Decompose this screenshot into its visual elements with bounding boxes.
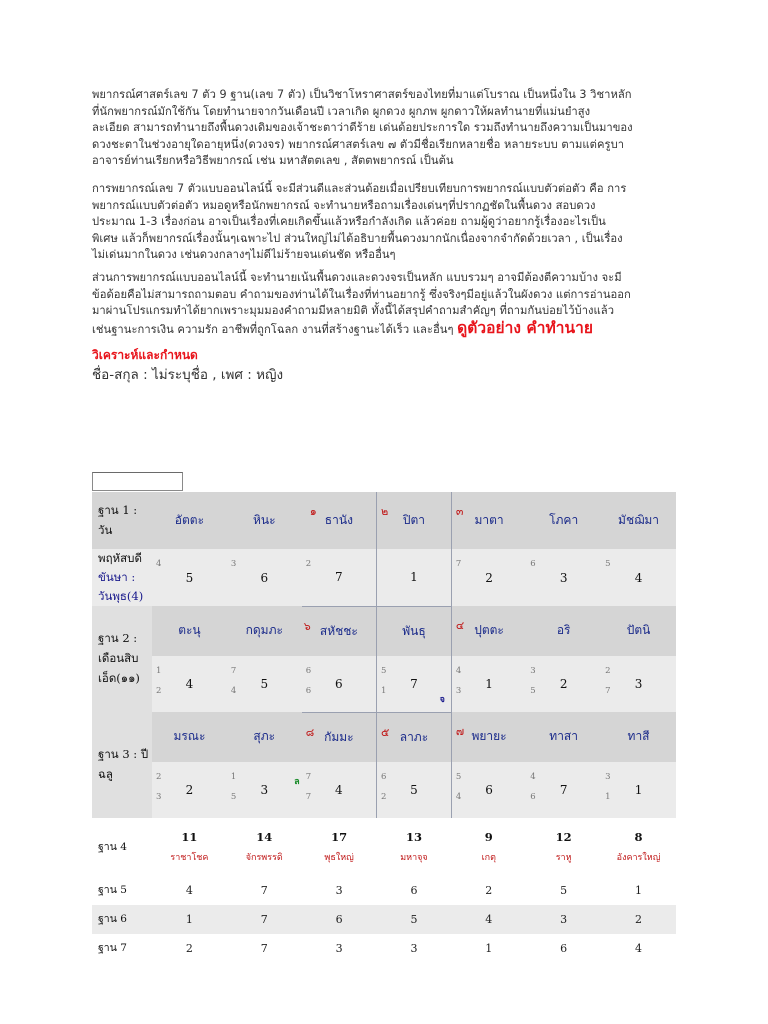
base3-house-row [92, 712, 676, 762]
small-number-bottom: 5 [230, 791, 237, 802]
house-cell [601, 492, 676, 549]
house-mark: ๓ [455, 505, 464, 518]
number-cell [451, 549, 526, 606]
planet-number: 9 [484, 829, 493, 844]
number-cell [377, 656, 452, 713]
value-cell: 1 [451, 934, 526, 963]
big-number: 5 [260, 676, 269, 691]
house-cell [377, 606, 452, 656]
small-number-top: 2 [605, 665, 611, 676]
number-cell [451, 656, 526, 713]
value-cell: 6 [302, 905, 377, 934]
base2-label-a: ฐาน 2 : [98, 631, 138, 645]
base1-label-b: วัน [98, 523, 113, 537]
house-cell [302, 492, 377, 549]
name-gender-line: ชื่อ-สกุล : ไม่ระบุชื่อ , เพศ : หญิง [92, 367, 284, 383]
base7-row [92, 934, 676, 963]
planet-name: ราชาโชค [170, 852, 209, 863]
intro-paragraph-2: การพยากรณ์เลข 7 ตัวแบบออนไลน์นี้ จะมีส่วนดีและส่วนด้อยเมื่อเปรียบเทียบการพยากรณ์แบบตัวต่อตัว คือ การ พยากรณ์แบบตัวต่อตัว หมอดูหรือนักพยากรณ์ จะทำนายหรือถามเรื่องเด่นๆที่ปรากฏชัดในพื้นดวง สอบดวง ประมาณ 1-3 เรื่องก่อน อาจเป็นเรื่องที่เคยเกิดขึ้นแล้วหรือกำลังเกิด แล้วค่อย ถามผู้ดูว่าอยากรู้เรื่องอะไรเป็น พิเศษ แล้วก็พยากรณ์เรื่องนั้นๆเฉพาะไป ส่วนใหญ่ไม่ได้อธิบายพื้นดวงมากนักเนื่องจากจำกัดด้วยเวลา , เป็นเรื่อง ไม่เด่นมากในดวง เช่นดวงกลางๆไม่ดีไม่ร้ายจนเด่นชัด หรืออื่นๆ [92, 182, 627, 261]
house-mark: ๒ [381, 505, 389, 518]
house-name: พันธุ [402, 623, 426, 638]
house-mark: ๗ [455, 725, 465, 738]
house-cell [377, 492, 452, 549]
small-number-bottom: 5 [530, 685, 536, 696]
planet-name: จักรพรรดิ [245, 852, 283, 863]
base4-label: ฐาน 4 [92, 818, 152, 876]
house-mark: ๘ [305, 725, 315, 739]
small-number: 2 [305, 559, 312, 569]
small-number-top: 2 [156, 771, 162, 782]
base2-label [92, 606, 152, 712]
number-cell [377, 762, 452, 818]
base1-number-row [92, 549, 676, 606]
big-number: 2 [559, 676, 568, 691]
base1-label-d: ขันษา : [98, 570, 136, 584]
number-cell [526, 762, 601, 818]
base6-row [92, 905, 676, 934]
value-cell: 3 [526, 905, 601, 934]
value-cell: 2 [451, 876, 526, 905]
base3-label-b: ฉลู [98, 767, 113, 781]
house-name: ปัตนิ [626, 623, 651, 638]
house-cell [302, 712, 377, 762]
small-number-top: 4 [530, 771, 536, 782]
house-name: สุภะ [253, 729, 276, 744]
planet-number: 11 [181, 829, 198, 844]
base1-label-e: วันพุธ(4) [98, 589, 144, 603]
value-cell: 4 [451, 905, 526, 934]
base2-label-b: เดือนสิบ [98, 651, 139, 665]
small-number-bottom: 7 [305, 791, 312, 802]
small-number: 4 [156, 559, 162, 569]
number-cell [152, 656, 227, 713]
small-number-bottom: 3 [455, 685, 462, 696]
house-name: โภคา [549, 513, 579, 527]
house-cell [451, 606, 526, 656]
planet-cell [526, 818, 601, 876]
intro-paragraph-3-text: ส่วนการพยากรณ์แบบออนไลน์นี้ จะทำนายเน้นพื้นดวงและดวงจรเป็นหลัก แบบรวมๆ อาจมีต้องตีความบ้าง จะมี ข้อด้อยคือไม่สามารถถามตอบ คำถามของท่านได้ในเรื่องที่ท่านอยากรู้ ซึ่งจริงๆมีอยู่แล้วในผังดวง แต่การอ่านออก มาผ่านโปรแกรมทำได้ยากเพราะมุมมองคำถามมีหลายมิติ ทั้งนี้ได้สรุปคำถามสำคัญๆ ที่ถามกันบ่อยไว้บ้างแล้ว เช่นฐานะการเงิน ความรัก อาชีพที่ถูกโฉลก งานที่สร้างฐานะได้เร็ว และอื่นๆ [92, 271, 631, 336]
big-number: 5 [410, 782, 418, 797]
analyze-link[interactable]: วิเคราะห์และกำหนด [92, 348, 198, 362]
planet-number: 14 [256, 829, 273, 844]
big-number: 2 [485, 570, 493, 585]
small-number-bottom: 4 [455, 791, 462, 802]
planet-cell [601, 818, 676, 876]
value-cell: 3 [377, 934, 452, 963]
small-number-top: 6 [381, 771, 387, 782]
planet-cell [302, 818, 377, 876]
small-number-top: 1 [156, 665, 162, 676]
number-cell [152, 762, 227, 818]
base5-row [92, 876, 676, 905]
house-name: ธานัง [324, 513, 353, 527]
number-cell [377, 549, 452, 606]
planet-name: มหาจุจ [400, 852, 428, 863]
house-cell [377, 712, 452, 762]
number-cell [227, 762, 302, 818]
base6-label: ฐาน 6 [92, 905, 152, 934]
base4-row [92, 818, 676, 876]
planet-name: พุธใหญ่ [324, 852, 354, 863]
small-number: 6 [530, 559, 536, 569]
big-number: 4 [335, 782, 343, 797]
number-cell [526, 549, 601, 606]
planet-name: เกตุ [481, 852, 496, 863]
big-number: 2 [185, 782, 194, 797]
value-cell: 1 [152, 905, 227, 934]
small-number-top: 4 [455, 665, 462, 676]
planet-cell [377, 818, 452, 876]
house-name: อริ [556, 623, 571, 638]
house-cell [227, 492, 302, 549]
small-number-bottom: 6 [530, 791, 536, 802]
house-cell [227, 712, 302, 762]
house-cell [227, 606, 302, 656]
value-cell: 7 [227, 934, 302, 963]
house-name: อัตตะ [174, 513, 205, 527]
big-number: 5 [185, 570, 194, 585]
house-name: หินะ [252, 513, 276, 527]
big-number: 1 [410, 570, 418, 585]
small-number-top: 5 [381, 665, 387, 676]
planet-cell [451, 818, 526, 876]
small-number-top: 3 [605, 771, 611, 782]
house-name: ปุตตะ [474, 623, 504, 638]
intro-paragraph-3 [92, 270, 677, 338]
base2-number-row [92, 656, 676, 713]
big-number: 3 [634, 676, 643, 691]
number-cell [451, 762, 526, 818]
big-number: 6 [485, 782, 493, 797]
value-cell: 4 [152, 876, 227, 905]
house-mark: ๕ [381, 725, 390, 739]
number-cell [601, 762, 676, 818]
house-name: มัชฌิมา [618, 513, 660, 527]
base5-label: ฐาน 5 [92, 876, 152, 905]
small-number: 3 [230, 559, 237, 569]
big-number: 4 [634, 570, 643, 585]
value-cell: 7 [227, 876, 302, 905]
big-number: 3 [559, 570, 568, 585]
small-number-top: 6 [305, 665, 312, 676]
house-name: พยายะ [471, 729, 507, 744]
value-cell: 7 [227, 905, 302, 934]
base7-label: ฐาน 7 [92, 934, 152, 963]
value-cell: 6 [526, 934, 601, 963]
base1-label [92, 492, 152, 549]
planet-name: ราหู [555, 852, 572, 863]
number-cell [601, 656, 676, 713]
big-number: 6 [335, 676, 343, 691]
base1-house-row [92, 492, 676, 549]
small-number-bottom: 2 [156, 685, 162, 696]
big-number: 3 [260, 782, 269, 797]
base1-day-label [92, 549, 152, 606]
base1-label-c: พฤหัสบดี [98, 551, 142, 565]
house-name: ทาสา [549, 729, 578, 744]
planet-number: 17 [331, 829, 348, 844]
value-cell: 5 [377, 905, 452, 934]
house-cell [152, 712, 227, 762]
value-cell: 5 [526, 876, 601, 905]
house-name: มาตา [474, 513, 504, 527]
view-example-link[interactable]: ดูตัวอย่าง คำทำนาย [457, 318, 594, 337]
base1-label-a: ฐาน 1 : [98, 503, 138, 517]
house-name: กัมมะ [324, 729, 354, 744]
small-number-bottom: 7 [605, 685, 611, 696]
corner-mark: ล [294, 776, 300, 787]
house-cell [152, 606, 227, 656]
value-cell: 3 [302, 934, 377, 963]
house-mark: ๔ [455, 619, 465, 632]
value-cell: 1 [601, 876, 676, 905]
small-number-bottom: 6 [305, 685, 312, 696]
small-number-top: 3 [530, 665, 536, 676]
value-cell: 6 [377, 876, 452, 905]
small-number-top: 5 [455, 771, 462, 782]
small-number-bottom: 1 [605, 791, 611, 802]
small-number-top: 7 [230, 665, 237, 676]
house-cell [451, 492, 526, 549]
corner-mark: จ [439, 694, 445, 705]
value-cell: 4 [601, 934, 676, 963]
small-number-bottom: 1 [381, 685, 387, 696]
seven-number-chart [92, 492, 676, 963]
house-cell [526, 492, 601, 549]
intro-paragraph-1: พยากรณ์ศาสตร์เลข 7 ตัว 9 ฐาน(เลข 7 ตัว) เป็นวิชาโหราศาสตร์ของไทยที่มาแต่โบราณ เป็นหนึ่งใน 3 วิชาหลัก ที่นักพยากรณ์มักใช้กัน โดยทำนายจากวันเดือนปี เวลาเกิด ผูกดวง ผูกภพ ผูกดาวให้ผลทำนายที่แม่นยำสูง ละเอียด สามารถทำนายถึงพื้นดวงเดิมของเจ้าชะตาว่าดีร้าย เด่นด้อยประการใด รวมถึงทำนายถึงความเป็นมาของ ดวงชะตาในช่วงอายุใดอายุหนึ่ง(ดวงจร) พยากรณ์ศาสตร์เลข ๗ ตัวมีชื่อเรียกหลายชื่อ หลายระบบ ตามแต่ครูบา อาจารย์ท่านเรียกหรือวิธีพยากรณ์ เช่น มหาสัตตเลข , สัตตพยากรณ์ เป็นต้น [92, 88, 633, 167]
house-cell [601, 712, 676, 762]
number-cell [227, 656, 302, 713]
small-number-top: 1 [230, 771, 237, 782]
number-cell [227, 549, 302, 606]
planet-number: 12 [555, 829, 572, 844]
base3-label [92, 712, 152, 818]
small-number-bottom: 4 [230, 685, 237, 696]
small-number-bottom: 2 [381, 791, 387, 802]
big-number: 6 [260, 570, 269, 585]
big-number: 1 [485, 676, 493, 691]
planet-number: 13 [405, 829, 422, 844]
house-cell [526, 606, 601, 656]
number-cell [302, 656, 377, 713]
planet-name: อังคารใหญ่ [616, 852, 661, 863]
number-cell [302, 549, 377, 606]
planet-cell [227, 818, 302, 876]
planet-cell [152, 818, 227, 876]
house-cell [526, 712, 601, 762]
big-number: 1 [634, 782, 643, 797]
house-mark: ๑ [309, 505, 317, 518]
big-number: 7 [559, 782, 568, 797]
value-cell: 2 [601, 905, 676, 934]
small-number-bottom: 3 [156, 791, 162, 802]
small-number-top: 7 [305, 771, 312, 782]
base2-label-c: เอ็ด(๑๑) [98, 671, 140, 685]
number-cell [526, 656, 601, 713]
big-number: 7 [335, 570, 343, 585]
house-name: ทาสี [627, 729, 650, 744]
big-number: 4 [185, 676, 194, 691]
planet-number: 8 [634, 829, 643, 844]
base3-number-row [92, 762, 676, 818]
house-name: ตะนุ [178, 623, 201, 638]
value-cell: 2 [152, 934, 227, 963]
base3-label-a: ฐาน 3 : ปี [98, 747, 149, 761]
house-cell [601, 606, 676, 656]
number-cell [601, 549, 676, 606]
small-number: 5 [605, 559, 611, 569]
house-name: สหัชชะ [319, 623, 358, 638]
house-name: ลาภะ [399, 729, 429, 744]
number-cell [302, 762, 377, 818]
house-cell [152, 492, 227, 549]
house-cell [302, 606, 377, 656]
house-cell [451, 712, 526, 762]
small-number: 7 [455, 559, 462, 569]
number-cell [152, 549, 227, 606]
text-input[interactable] [92, 472, 183, 491]
house-name: ปิตา [402, 513, 426, 527]
house-mark: ๖ [303, 619, 311, 633]
base2-house-row [92, 606, 676, 656]
value-cell: 3 [302, 876, 377, 905]
house-name: มรณะ [173, 729, 206, 744]
house-name: กดุมภะ [245, 623, 283, 638]
big-number: 7 [410, 676, 418, 691]
